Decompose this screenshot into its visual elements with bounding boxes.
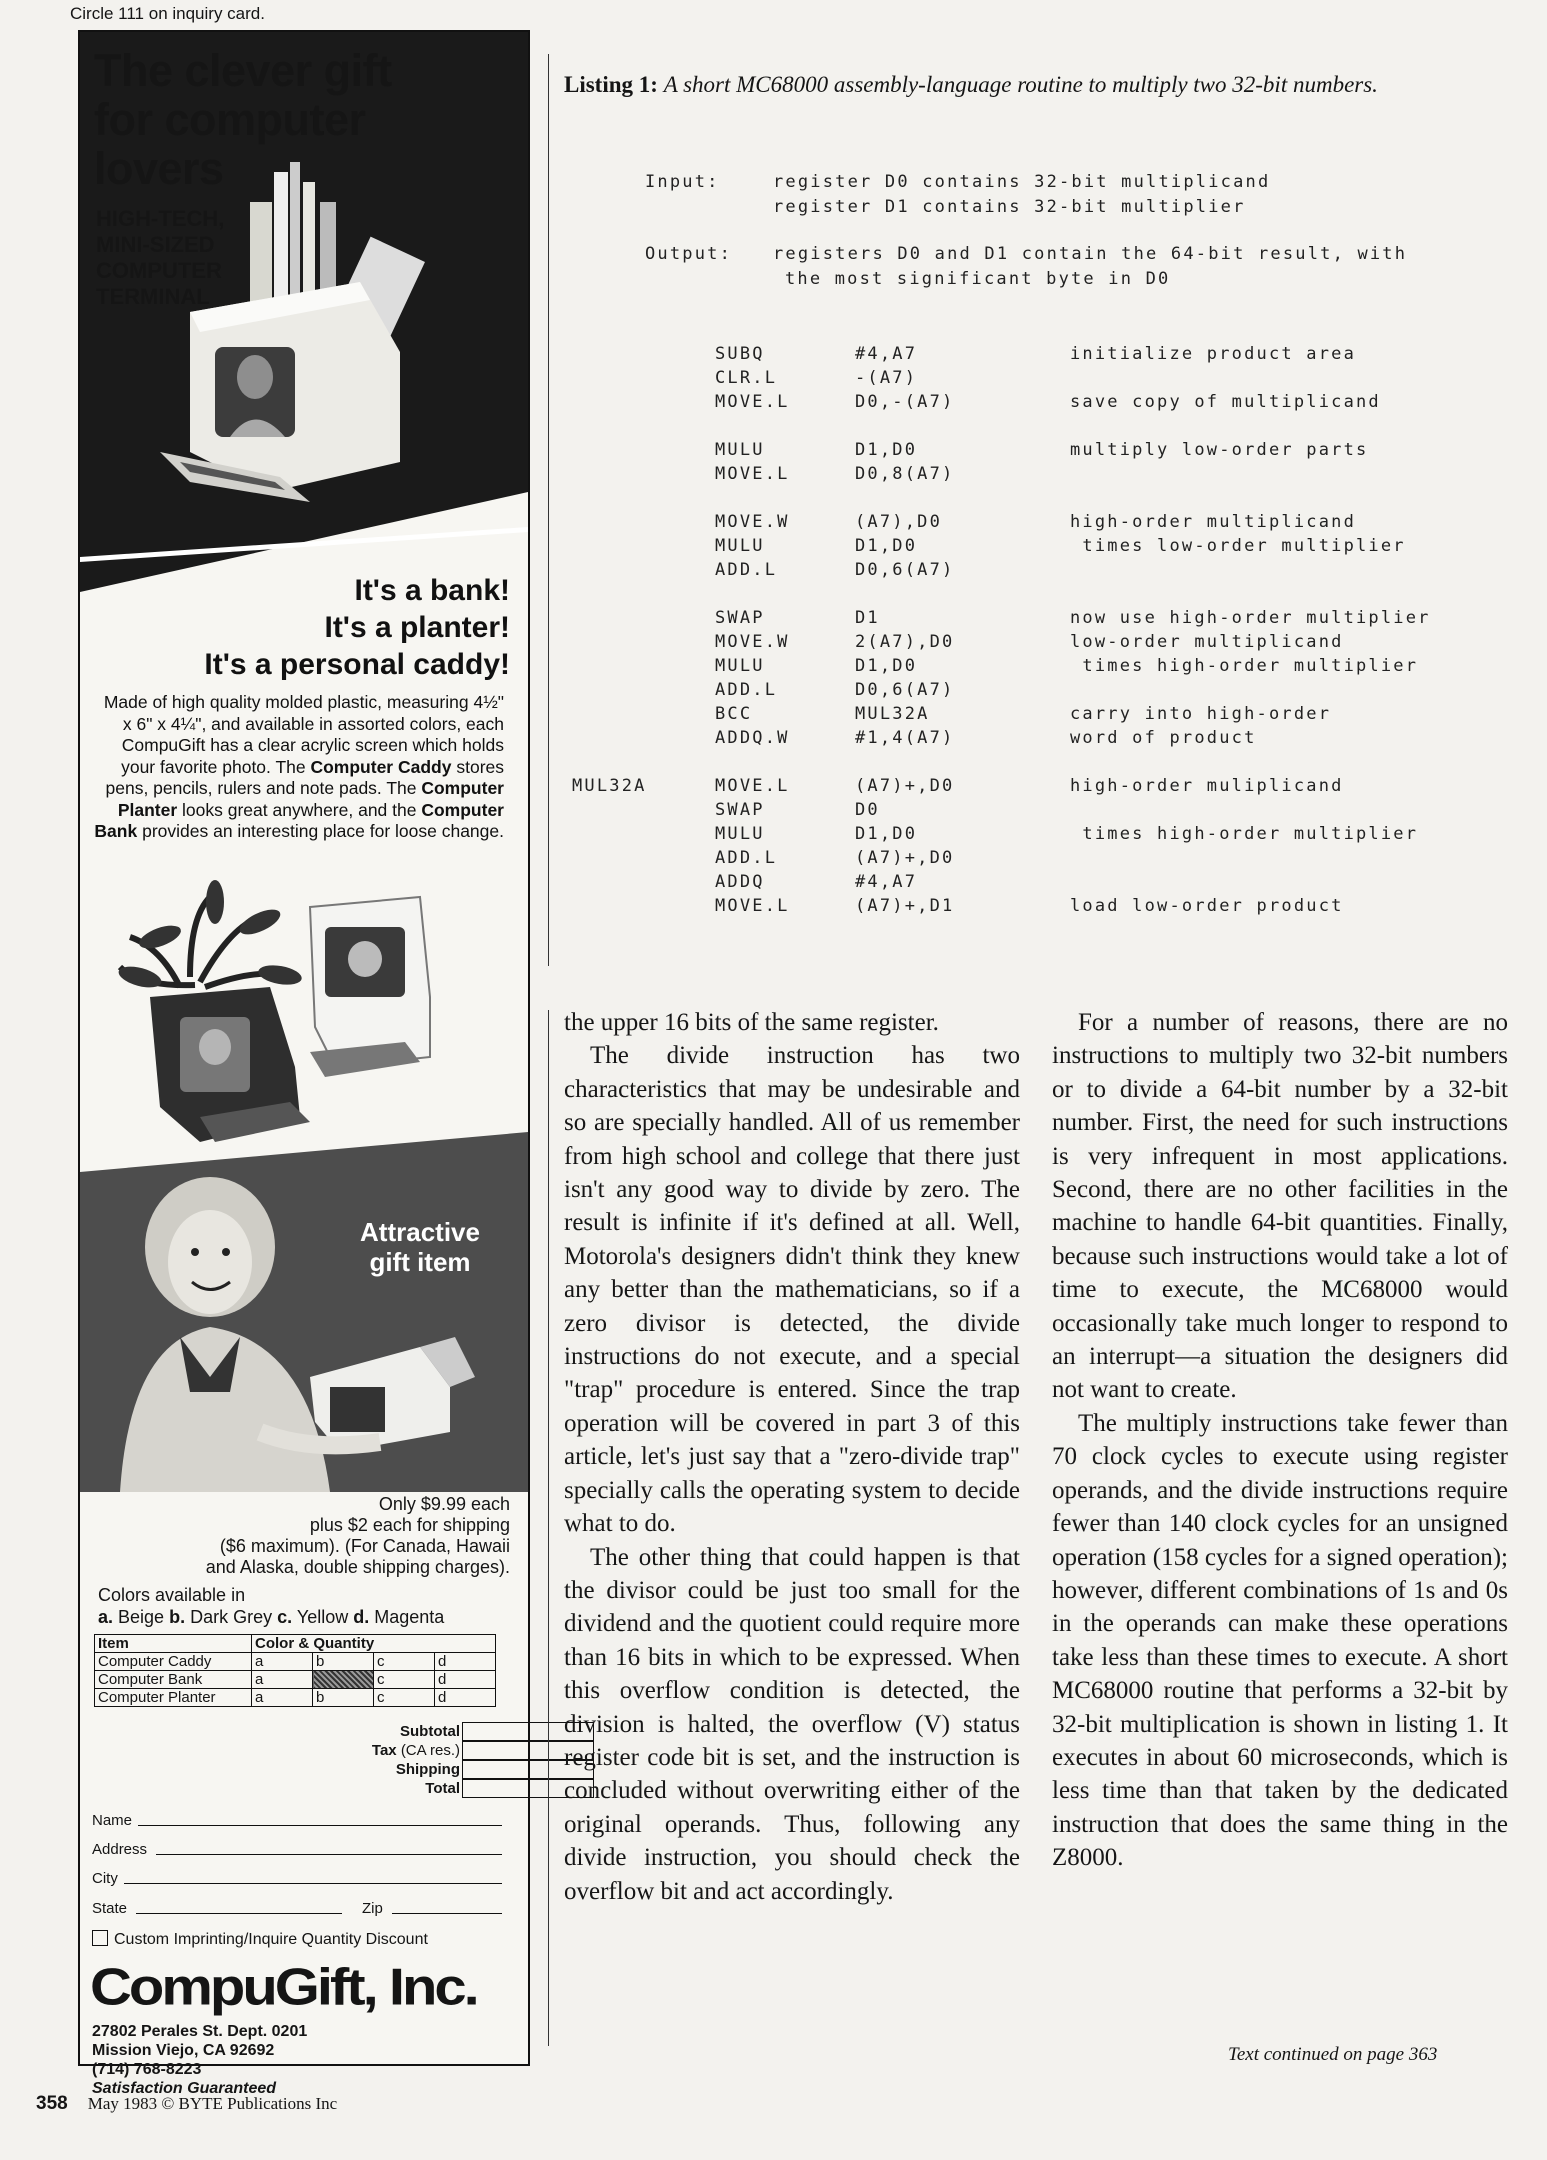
- table-row: [95, 1671, 496, 1689]
- ad-headline: [94, 46, 514, 193]
- code-op: CLR.L: [715, 368, 778, 388]
- ad-body-part: provides an interesting place for loose change.: [142, 821, 504, 841]
- state-underline: [136, 1913, 342, 1914]
- ad-subhead: [96, 206, 336, 310]
- custom-imprinting-label: Custom Imprinting/Inquire Quantity Discount: [114, 1931, 428, 1948]
- unavailable-cell: [313, 1671, 374, 1689]
- output-line: registers D0 and D1 contain the 64-bit result, with: [773, 244, 1408, 264]
- code-operand: #1,4(A7): [855, 728, 955, 748]
- tax-label-text: Tax: [371, 1742, 397, 1759]
- custom-imprinting-checkbox[interactable]: [92, 1930, 108, 1946]
- code-op: MOVE.L: [715, 776, 790, 796]
- color-letter: d.: [353, 1607, 370, 1627]
- code-operand: (A7)+,D1: [855, 896, 955, 916]
- code-operand: D1,D0: [855, 536, 918, 556]
- code-comment: times high-order multiplier: [1070, 824, 1419, 844]
- code-operand: #4,A7: [855, 344, 918, 364]
- input-label: Input:: [645, 172, 720, 192]
- address-underline: [156, 1854, 502, 1855]
- address-field[interactable]: [92, 1841, 512, 1858]
- state-label: State: [92, 1900, 128, 1917]
- page-footer: [36, 2093, 337, 2115]
- item-name: Computer Caddy: [95, 1653, 252, 1671]
- ad-taglines: [90, 572, 510, 683]
- code-operand: 2(A7),D0: [855, 632, 955, 652]
- code-comment: multiply low-order parts: [1070, 440, 1369, 460]
- column-header-item: Item: [95, 1635, 252, 1653]
- quantity-cell[interactable]: b: [313, 1653, 374, 1671]
- code-comment: times low-order multiplier: [1070, 536, 1406, 556]
- code-operand: D0: [855, 800, 880, 820]
- company-address: [92, 2022, 307, 2098]
- code-op: ADD.L: [715, 680, 778, 700]
- shipping-label: Shipping: [395, 1761, 460, 1778]
- code-op: MOVE.L: [715, 464, 790, 484]
- total-row: [270, 1779, 600, 1798]
- code-op: ADDQ.W: [715, 728, 790, 748]
- colors-list: [98, 1606, 518, 1628]
- input-line: register D1 contains 32-bit multiplier: [773, 197, 1246, 217]
- continued-note: Text continued on page 363: [1228, 2044, 1438, 2065]
- listing-caption: [564, 70, 1504, 100]
- color-letter: b.: [169, 1607, 186, 1627]
- product-name-planter: Computer Planter: [117, 778, 504, 820]
- code-operand: -(A7): [855, 368, 918, 388]
- code-comment: high-order multiplicand: [1070, 512, 1357, 532]
- woman-holding-gift-photo: [80, 1132, 528, 1492]
- product-name-bank: Computer Bank: [94, 799, 504, 841]
- ad-subhead-line: COMPUTER: [96, 258, 222, 283]
- table-header-row: [95, 1635, 496, 1653]
- subtotal-row: [270, 1722, 600, 1741]
- planter-and-bank-photo: [120, 867, 520, 1167]
- code-op: MULU: [715, 824, 765, 844]
- city-label: City: [92, 1870, 118, 1887]
- tax-row: [270, 1741, 600, 1760]
- city-field[interactable]: [92, 1870, 512, 1887]
- quantity-cell[interactable]: b: [313, 1689, 374, 1707]
- inquiry-card-note: Circle 111 on inquiry card.: [70, 4, 265, 23]
- code-operand: (A7)+,D0: [855, 848, 955, 868]
- price-line: and Alaska, double shipping charges).: [205, 1557, 510, 1577]
- phone-number: (714) 768-8223: [92, 2061, 202, 2078]
- quantity-cell[interactable]: c: [374, 1653, 435, 1671]
- listing-left-rule: [548, 54, 549, 966]
- code-operand: D1,D0: [855, 656, 918, 676]
- address-line: 27802 Perales St. Dept. 0201: [92, 2023, 308, 2040]
- compugift-logo: CompuGift, Inc.: [90, 1957, 477, 2017]
- tagline-bank: It's a bank!: [354, 574, 510, 607]
- ad-body-text: [92, 692, 504, 843]
- tagline-planter: It's a planter!: [324, 611, 510, 644]
- ad-headline-line: The clever gift: [94, 45, 392, 96]
- tax-label: [320, 1741, 460, 1760]
- code-comment: times high-order multiplier: [1070, 656, 1419, 676]
- color-name: Magenta: [374, 1607, 445, 1627]
- color-letter: c.: [277, 1607, 293, 1627]
- code-label: MUL32A: [572, 776, 647, 796]
- code-op: BCC: [715, 704, 753, 724]
- attractive-gift-badge: [340, 1217, 500, 1277]
- code-comment: now use high-order multiplier: [1070, 608, 1431, 628]
- output-label: Output:: [645, 244, 733, 264]
- article-paragraph: The other thing that could happen is that the divisor could be just too small for the dividend and the quotient could require more than 16 bits in which to be expressed. When this overflow condition is detected, the division is halted, the overflow (V) status register code bit is set, and the instruction is concluded without overwriting either of the original operands. Thus, following any divide instruction, you should check the overflow bit and act accordingly.: [564, 1543, 1020, 1905]
- quantity-cell[interactable]: a: [252, 1671, 313, 1689]
- zip-underline: [392, 1913, 502, 1914]
- table-row: [95, 1689, 496, 1707]
- table-row: [95, 1653, 496, 1671]
- code-op: SWAP: [715, 800, 765, 820]
- color-name: Beige: [118, 1607, 165, 1627]
- issue-credit: May 1983 © BYTE Publications Inc: [87, 2094, 338, 2113]
- ad-body-part: Made of high quality molded plastic, measuring 4½" x 6" x 4¼", and available in assorted colors, each CompuGift has a clear acrylic screen which holds your favorite photo. The: [103, 692, 504, 777]
- code-op: ADDQ: [715, 872, 765, 892]
- quantity-cell[interactable]: a: [252, 1689, 313, 1707]
- article-left-rule: [548, 1010, 549, 2046]
- address-line: Mission Viejo, CA 92692: [92, 2042, 275, 2059]
- name-label: Name: [92, 1812, 133, 1829]
- shipping-row: [270, 1760, 600, 1779]
- output-line: the most significant byte in D0: [785, 269, 1171, 289]
- code-comment: load low-order product: [1070, 896, 1344, 916]
- article-paragraph: The divide instruction has two characteristics that may be undesirable and so are specially handled. All of us remember from high school and college that there just isn't any good way to divide by zero. The result is infinite if it's defined at all. Well, Motorola's designers didn't think they knew any better than the mathematicians, so if a zero divisor is detected, the divide instructions do not execute, and a special "trap" procedure is entered. Since the trap operation will be covered in part 3 of this article, let's just say that a "zero-divide trap" specially calls the operating system to decide what to do.: [564, 1042, 1020, 1538]
- article-paragraph: For a number of reasons, there are no instructions to multiply two 32-bit numbers or to divide a 64-bit number by a 32-bit number. First, the need for such instructions is very infrequent in most applications. Second, there are no other facilities in the machine to handle 64-bit quantities. Finally, because such instructions would take a lot of time to execute, the MC68000 would occasionally take much longer to respond to an interrupt—a situation the designers did not want to create.: [1052, 1009, 1508, 1404]
- ad-subhead-line: HIGH-TECH,: [96, 206, 225, 231]
- price-line: Only $9.99 each: [378, 1494, 510, 1514]
- address-label: Address: [92, 1841, 148, 1858]
- article-column-2: [1052, 1006, 1508, 1875]
- code-operand: D0,6(A7): [855, 560, 955, 580]
- totals-box: [270, 1722, 600, 1798]
- code-op: MOVE.W: [715, 632, 790, 652]
- article-paragraph: The multiply instructions take fewer than 70 clock cycles to execute using register operands, and the divide instructions require fewer than 140 clock cycles for an unsigned operation (158 cycles for a signed operation); however, different combinations of 1s and 0s in the operands can make these operations take less than these times to execute. A short MC68000 routine that performs a 32-bit by 32-bit multiplication is shown in listing 1. It executes in about 60 microseconds, which is less time than that taken by the dedicated instruction that does the same thing in the Z8000.: [1052, 1409, 1508, 1872]
- zip-label: Zip: [362, 1900, 383, 1917]
- guarantee-text: Satisfaction Guaranteed: [92, 2080, 277, 2097]
- price-line: plus $2 each for shipping: [309, 1515, 510, 1535]
- code-op: MOVE.L: [715, 392, 790, 412]
- color-name: Yellow: [296, 1607, 349, 1627]
- code-comment: word of product: [1070, 728, 1257, 748]
- tagline-caddy: It's a personal caddy!: [204, 648, 510, 681]
- name-underline: [138, 1825, 502, 1826]
- custom-imprinting-option[interactable]: [92, 1930, 428, 1949]
- ad-body-part: stores pens, pencils, rulers and note pads. The: [105, 756, 504, 798]
- ad-headline-line: lovers: [94, 143, 224, 194]
- page-number: 358: [36, 2093, 68, 2114]
- input-line: register D0 contains 32-bit multiplicand: [773, 172, 1271, 192]
- code-operand: D0,-(A7): [855, 392, 955, 412]
- code-operand: (A7)+,D0: [855, 776, 955, 796]
- ad-body-part: looks great anywhere, and the: [182, 799, 417, 820]
- gift-badge-line: Attractive: [360, 1217, 480, 1247]
- code-op: MULU: [715, 656, 765, 676]
- name-field[interactable]: [92, 1812, 512, 1829]
- code-operand: D1: [855, 608, 880, 628]
- color-name: Dark Grey: [190, 1607, 273, 1627]
- code-comment: save copy of multiplicand: [1070, 392, 1381, 412]
- quantity-cell[interactable]: d: [435, 1689, 496, 1707]
- compugift-ad: [78, 30, 530, 2097]
- column-header-color-quantity: Color & Quantity: [252, 1635, 496, 1653]
- ad-subhead-line: MINI-SIZED: [96, 232, 215, 257]
- article-paragraph: the upper 16 bits of the same register.: [564, 1009, 939, 1036]
- tax-note: (CA res.): [400, 1742, 460, 1759]
- ad-headline-line: for computer: [94, 94, 366, 145]
- code-operand: (A7),D0: [855, 512, 943, 532]
- code-comment: initialize product area: [1070, 344, 1357, 364]
- quantity-cell[interactable]: a: [252, 1653, 313, 1671]
- code-operand: D1,D0: [855, 824, 918, 844]
- quantity-cell[interactable]: d: [435, 1671, 496, 1689]
- code-operand: D0,6(A7): [855, 680, 955, 700]
- quantity-cell[interactable]: d: [435, 1653, 496, 1671]
- color-letter: a.: [98, 1607, 114, 1627]
- article-column-1: [564, 1006, 1020, 1908]
- code-op: MOVE.L: [715, 896, 790, 916]
- code-operand: D1,D0: [855, 440, 918, 460]
- code-op: SWAP: [715, 608, 765, 628]
- code-op: ADD.L: [715, 848, 778, 868]
- code-op: MULU: [715, 440, 765, 460]
- subtotal-label: Subtotal: [400, 1723, 460, 1740]
- code-operand: MUL32A: [855, 704, 930, 724]
- code-comment: carry into high-order: [1070, 704, 1332, 724]
- code-operand: D0,8(A7): [855, 464, 955, 484]
- state-field[interactable]: [92, 1900, 352, 1917]
- gift-badge-line: gift item: [369, 1247, 471, 1277]
- item-name: Computer Planter: [95, 1689, 252, 1707]
- item-name: Computer Bank: [95, 1671, 252, 1689]
- price-info: [90, 1494, 510, 1578]
- product-name-caddy: Computer Caddy: [310, 756, 452, 777]
- code-op: ADD.L: [715, 560, 778, 580]
- quantity-cell[interactable]: c: [374, 1689, 435, 1707]
- code-comment: low-order multiplicand: [1070, 632, 1344, 652]
- code-comment: high-order muliplicand: [1070, 776, 1344, 796]
- code-operand: #4,A7: [855, 872, 918, 892]
- code-op: MULU: [715, 536, 765, 556]
- total-label: Total: [425, 1780, 460, 1797]
- zip-field[interactable]: [362, 1900, 512, 1917]
- listing-caption-text: A short MC68000 assembly-language routine to multiply two 32-bit numbers.: [663, 72, 1378, 97]
- code-op: SUBQ: [715, 344, 765, 364]
- code-op: MOVE.W: [715, 512, 790, 532]
- order-form-table: [94, 1634, 496, 1707]
- quantity-cell[interactable]: c: [374, 1671, 435, 1689]
- colors-intro: Colors available in: [98, 1585, 246, 1605]
- ad-subhead-line: TERMINAL: [96, 284, 210, 309]
- price-line: ($6 maximum). (For Canada, Hawaii: [219, 1536, 510, 1556]
- listing-label: Listing 1:: [564, 72, 658, 97]
- color-options: [98, 1584, 518, 1628]
- city-underline: [124, 1883, 502, 1884]
